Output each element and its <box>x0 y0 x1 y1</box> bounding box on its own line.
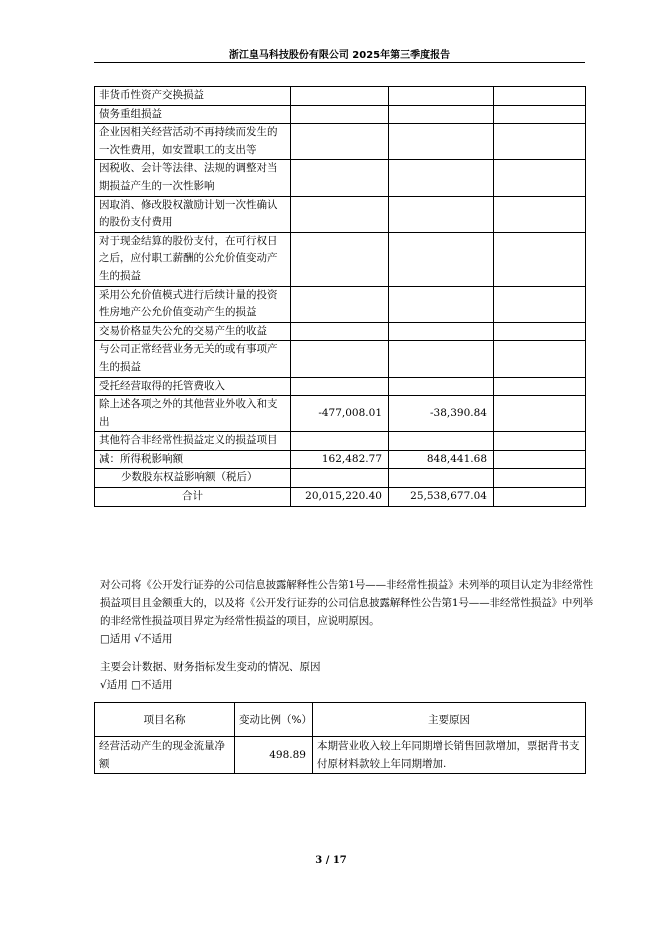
changes-table <box>94 702 586 774</box>
row-item: 对于现金结算的股份支付，在可行权日之后，应付职工薪酬的公允价值变动产生的损益 <box>95 232 291 286</box>
table-row <box>95 105 586 124</box>
row-value: -477,008.01 <box>291 396 389 432</box>
row-item: 其他符合非经常性损益定义的损益项目 <box>95 432 291 451</box>
table-row <box>95 196 586 232</box>
table-row <box>95 286 586 322</box>
table-row <box>95 322 586 341</box>
page-header: 浙江皇马科技股份有限公司 2025年第三季度报告 <box>228 50 451 61</box>
nonrecurring-gains-table <box>94 86 586 507</box>
row-value: -38,390.84 <box>389 396 494 432</box>
applicability-choice: √适用 □不适用 <box>100 679 173 691</box>
total-value: 20,015,220.40 <box>291 488 389 507</box>
total-value: 25,538,677.04 <box>389 488 494 507</box>
row-item: 经营活动产生的现金流量净额 <box>95 737 235 774</box>
table-row <box>95 469 586 488</box>
header-divider <box>94 62 585 63</box>
header-reason: 主要原因 <box>313 703 586 737</box>
page-number: 3 / 17 <box>315 855 347 866</box>
row-item: 与公司正常经营业务无关的或有事项产生的损益 <box>95 341 291 377</box>
row-value: 162,482.77 <box>291 450 389 469</box>
table-header-row <box>95 703 586 737</box>
row-ratio: 498.89 <box>235 737 313 774</box>
header-item: 项目名称 <box>95 703 235 737</box>
row-item: 因取消、修改股权激励计划一次性确认的股份支付费用 <box>95 196 291 232</box>
row-reason: 本期营业收入较上年同期增长销售回款增加，票据背书支付原材料款较上年同期增加. <box>313 737 586 774</box>
row-item: 债务重组损益 <box>95 105 291 124</box>
explanation-paragraph: 对公司将《公开发行证券的公司信息披露解释性公告第1号——非经常性损益》未列举的项目认定为非经常性损益项目且金额重大的，以及将《公开发行证券的公司信息披露解释性公告第1号——非经常性损益》中列举的非经常性损益项目界定为经常性损益的项目，应说明原因。 <box>100 579 593 627</box>
total-label: 合计 <box>95 488 291 507</box>
row-item: 交易价格显失公允的交易产生的收益 <box>95 322 291 341</box>
table-row <box>95 396 586 432</box>
section-title: 主要会计数据、财务指标发生变动的情况、原因 <box>100 661 321 673</box>
table-row <box>95 450 586 469</box>
applicability-choice: □适用 √不适用 <box>100 633 173 645</box>
row-item: 非货币性资产交换损益 <box>95 87 291 106</box>
row-value: 848,441.68 <box>389 450 494 469</box>
table-row <box>95 377 586 396</box>
table-row <box>95 124 586 160</box>
row-item: 除上述各项之外的其他营业外收入和支出 <box>95 396 291 432</box>
table-row <box>95 737 586 774</box>
table-row <box>95 432 586 451</box>
table-row <box>95 341 586 377</box>
row-item: 受托经营取得的托管费收入 <box>95 377 291 396</box>
row-item: 采用公允价值模式进行后续计量的投资性房地产公允价值变动产生的损益 <box>95 286 291 322</box>
table-row <box>95 160 586 196</box>
row-item: 少数股东权益影响额（税后） <box>95 469 291 488</box>
table-row <box>95 87 586 106</box>
table-row <box>95 232 586 286</box>
total-row <box>95 488 586 507</box>
row-item: 企业因相关经营活动不再持续而发生的一次性费用，如安置职工的支出等 <box>95 124 291 160</box>
row-item: 因税收、会计等法律、法规的调整对当期损益产生的一次性影响 <box>95 160 291 196</box>
header-ratio: 变动比例（%） <box>235 703 313 737</box>
row-item: 减：所得税影响额 <box>95 450 291 469</box>
